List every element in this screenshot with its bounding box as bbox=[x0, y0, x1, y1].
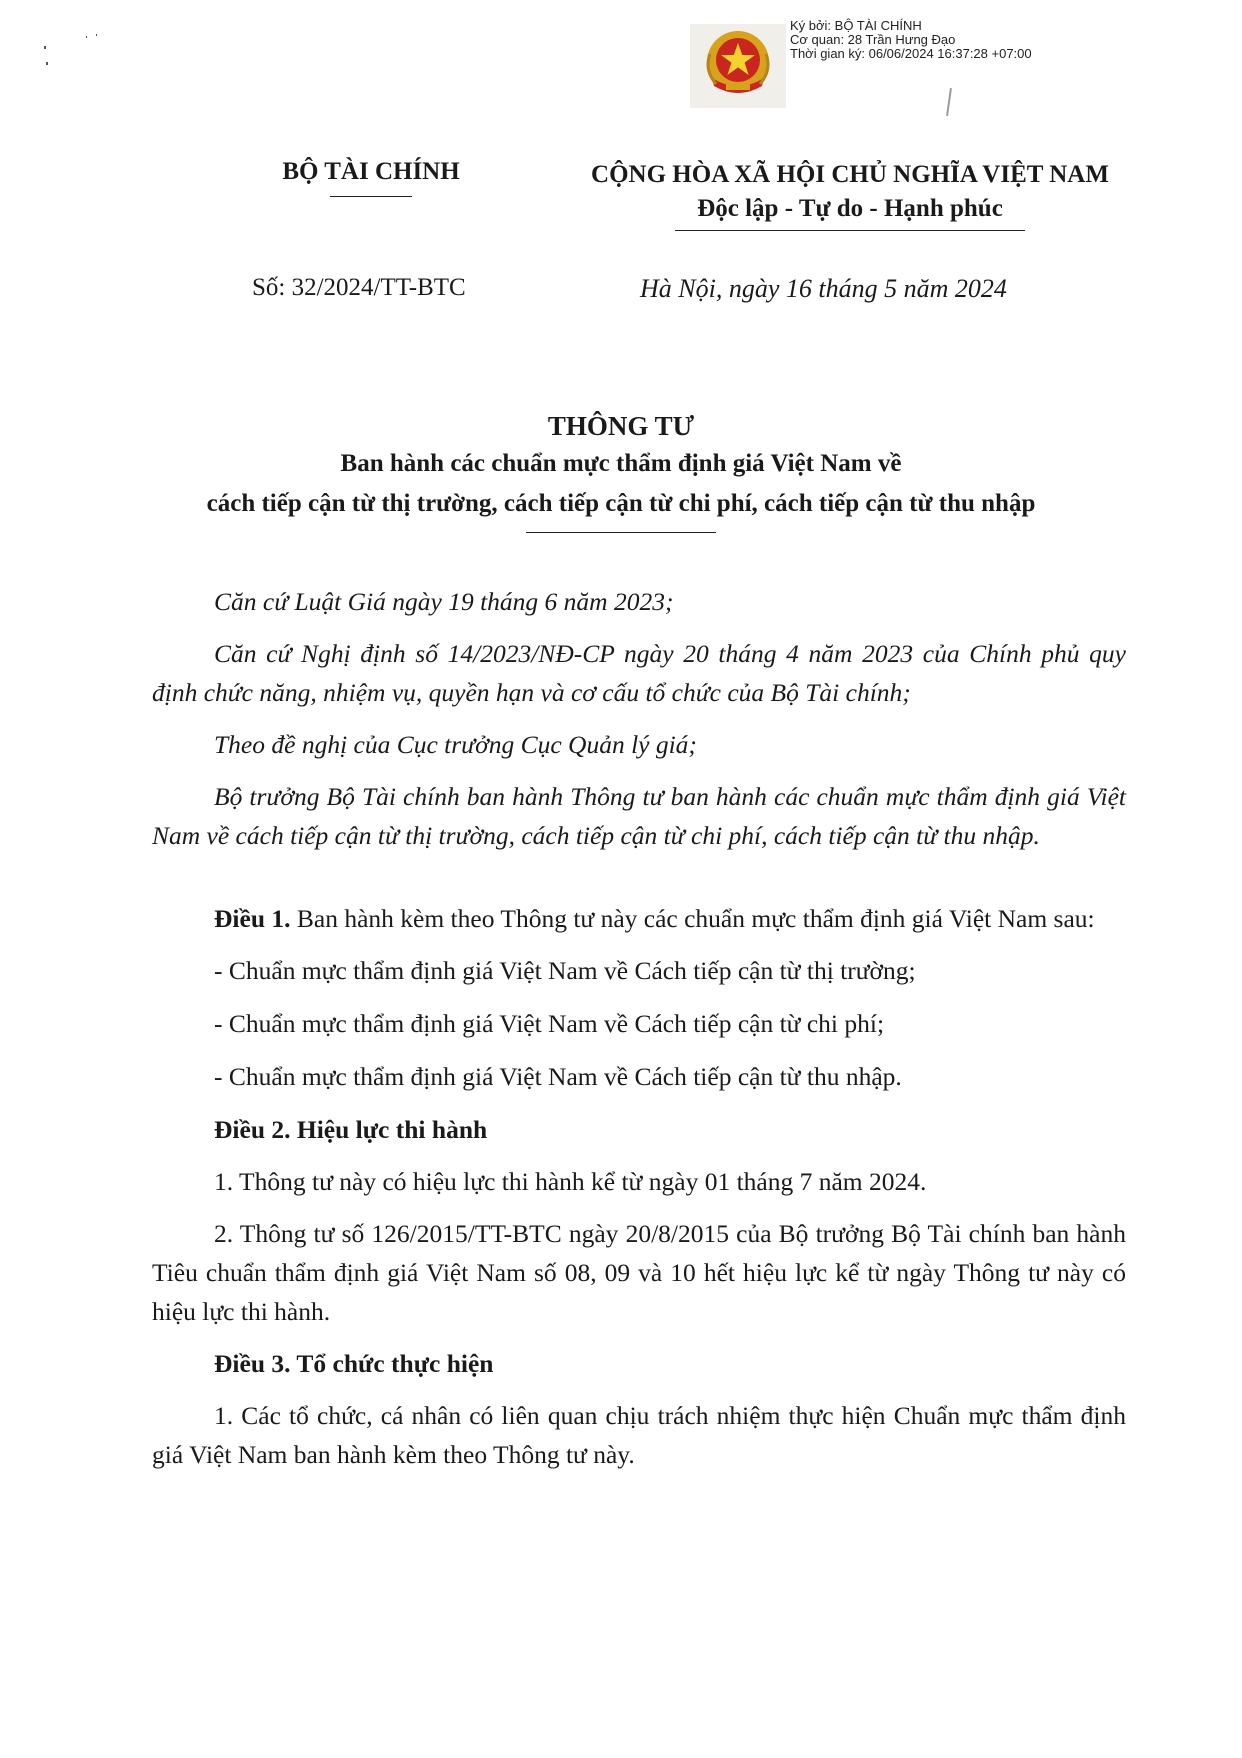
place-and-date: Hà Nội, ngày 16 tháng 5 năm 2024 bbox=[640, 274, 1007, 303]
article-1-item: - Chuẩn mực thẩm định giá Việt Nam về Cách tiếp cận từ chi phí; bbox=[214, 1009, 885, 1038]
document-type: THÔNG TƯ bbox=[547, 411, 695, 441]
article-3-item: 1. Các tổ chức, cá nhân có liên quan chịu trách nhiệm thực hiện Chuẩn mực thẩm định giá Việt Nam ban hành kèm theo Thông tư này. bbox=[152, 1401, 1126, 1469]
document-subject-line-1: Ban hành các chuẩn mực thẩm định giá Việt Nam về bbox=[340, 450, 902, 477]
issuer-underline bbox=[330, 196, 412, 197]
digital-signature-info bbox=[790, 19, 1032, 61]
scan-speck bbox=[44, 46, 46, 49]
issuer-name: BỘ TÀI CHÍNH bbox=[282, 158, 460, 185]
scan-speck bbox=[46, 62, 48, 65]
article-1 bbox=[152, 899, 1126, 938]
legal-basis bbox=[152, 582, 1126, 855]
article-1-label: Điều 1. bbox=[214, 904, 291, 933]
signature-time: Thời gian ký: 06/06/2024 16:37:28 +07:00 bbox=[790, 46, 1032, 61]
pen-mark bbox=[946, 88, 952, 116]
articles bbox=[152, 899, 1126, 1474]
document-subject-line-2: cách tiếp cận từ thị trường, cách tiếp cận từ chi phí, cách tiếp cận từ thu nhập bbox=[206, 490, 1036, 517]
scan-speck bbox=[86, 36, 87, 38]
national-emblem-icon bbox=[690, 24, 786, 108]
issuer-block bbox=[232, 158, 510, 197]
national-title-block bbox=[560, 158, 1140, 231]
document-number: Số: 32/2024/TT-BTC bbox=[252, 274, 466, 301]
article-3-heading: Điều 3. Tổ chức thực hiện bbox=[214, 1349, 494, 1378]
legal-basis-item: Theo đề nghị của Cục trưởng Cục Quản lý giá; bbox=[214, 730, 697, 759]
article-2-item: 2. Thông tư số 126/2015/TT-BTC ngày 20/8/2015 của Bộ trưởng Bộ Tài chính ban hành Tiêu chuẩn thẩm định giá Việt Nam số 08, 09 và 10 hết hiệu lực kể từ ngày Thông tư này có hiệu lực thi hành. bbox=[152, 1219, 1126, 1326]
country-name: CỘNG HÒA XÃ HỘI CHỦ NGHĨA VIỆT NAM bbox=[591, 161, 1109, 188]
article-1-item: - Chuẩn mực thẩm định giá Việt Nam về Cách tiếp cận từ thị trường; bbox=[214, 956, 916, 985]
national-motto: Độc lập - Tự do - Hạnh phúc bbox=[697, 195, 1003, 222]
signature-signer: Ký bởi: BỘ TÀI CHÍNH bbox=[790, 18, 922, 33]
legal-basis-item: Căn cứ Luật Giá ngày 19 tháng 6 năm 2023; bbox=[214, 587, 674, 616]
article-1-item: - Chuẩn mực thẩm định giá Việt Nam về Cách tiếp cận từ thu nhập. bbox=[214, 1062, 902, 1091]
legal-basis-item: Bộ trưởng Bộ Tài chính ban hành Thông tư ban hành các chuẩn mực thẩm định giá Việt Nam về cách tiếp cận từ thị trường, cách tiếp cận từ chi phí, cách tiếp cận từ thu nhập. bbox=[152, 782, 1126, 850]
signature-agency: Cơ quan: 28 Trần Hưng Đạo bbox=[790, 32, 956, 47]
article-2-heading: Điều 2. Hiệu lực thi hành bbox=[214, 1115, 488, 1144]
article-1-text: Ban hành kèm theo Thông tư này các chuẩn mực thẩm định giá Việt Nam sau: bbox=[290, 904, 1095, 933]
title-underline bbox=[526, 532, 716, 533]
article-2-item: 1. Thông tư này có hiệu lực thi hành kể từ ngày 01 tháng 7 năm 2024. bbox=[214, 1167, 927, 1196]
legal-basis-item: Căn cứ Nghị định số 14/2023/NĐ-CP ngày 20 tháng 4 năm 2023 của Chính phủ quy định chức năng, nhiệm vụ, quyền hạn và cơ cấu tổ chức của Bộ Tài chính; bbox=[152, 639, 1126, 707]
document-body bbox=[152, 582, 1126, 1487]
motto-underline bbox=[675, 230, 1025, 231]
scan-speck bbox=[96, 34, 97, 36]
document-title-block bbox=[120, 408, 1122, 533]
